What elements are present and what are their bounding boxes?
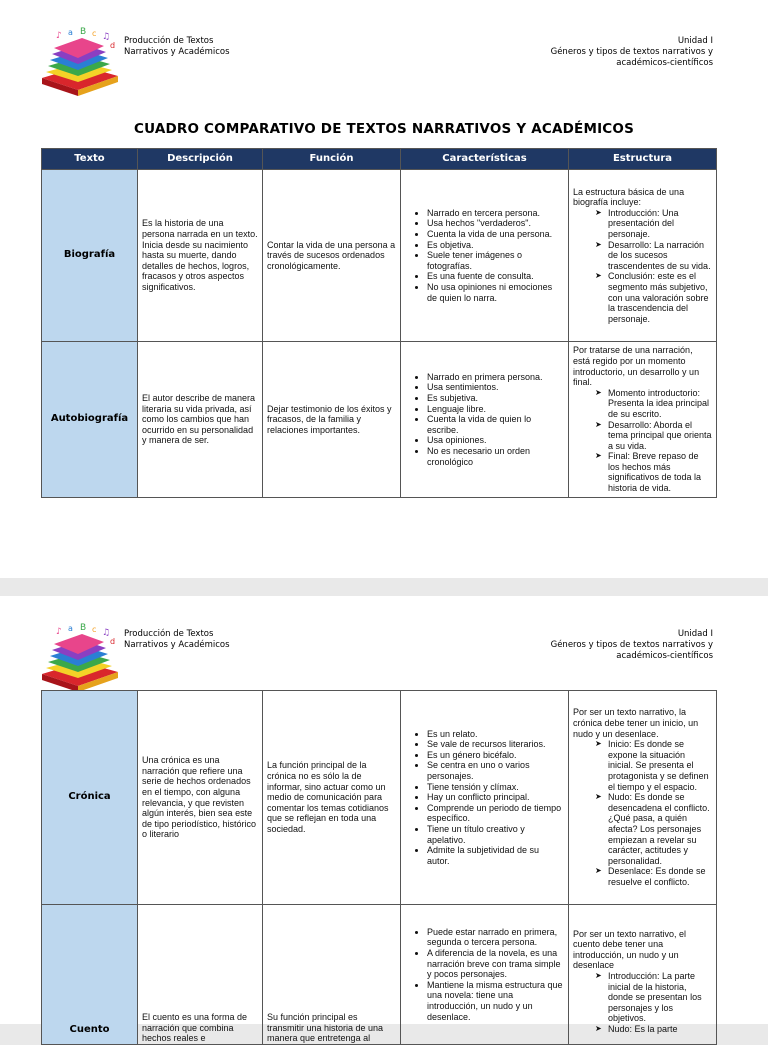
function-cell: La función principal de la crónica no es sólo la de informar, sino actuar como un medio de comunicación para comentar los temas cotidianos que se reflejan en toda una sociedad. [263, 691, 401, 905]
svg-text:♫: ♫ [102, 628, 111, 638]
characteristic-item: • Es una fuente de consulta. [427, 271, 564, 282]
topic-line-2: académicos-científicos [616, 651, 713, 661]
structure-item: ➤ Introducción: La parte inicial de la historia, donde se presentan los personajes y los objetivos. [608, 971, 712, 1024]
unit-label: Unidad I [677, 36, 713, 46]
characteristic-item: • Es un relato. [427, 729, 564, 740]
topic-line-1: Géneros y tipos de textos narrativos y [550, 47, 713, 57]
function-cell: Su función principal es transmitir una historia de una manera que entretenga al [263, 905, 401, 1045]
column-header-estructura: Estructura [569, 149, 717, 170]
course-line-2: Narrativos y Académicos [124, 640, 230, 650]
characteristics-cell [401, 170, 569, 342]
column-header-texto: Texto [42, 149, 138, 170]
structure-item: ➤ Desenlace: Es donde se resuelve el conflicto. [608, 866, 712, 887]
description-cell: Es la historia de una persona narrada en un texto. Inicia desde su nacimiento hasta su muerte, dando detalles de hechos, logros, fracasos y otros aspectos significativos. [138, 170, 263, 342]
structure-item: ➤ Momento introductorio: Presenta la idea principal de su escrito. [608, 388, 712, 420]
characteristic-item: • Tiene tensión y clímax. [427, 782, 564, 793]
column-header-funcion: Función [263, 149, 401, 170]
characteristic-item: • Narrado en tercera persona. [427, 208, 564, 219]
characteristics-cell [401, 342, 569, 498]
characteristic-item: • Suele tener imágenes o fotografías. [427, 250, 564, 271]
topic-line-2: académicos-científicos [616, 58, 713, 68]
row-label-biografia: Biografía [42, 170, 138, 342]
table-row [42, 905, 717, 1045]
course-line-1: Producción de Textos [124, 629, 214, 639]
document-title: CUADRO COMPARATIVO DE TEXTOS NARRATIVOS Y ACADÉMICOS [133, 121, 635, 137]
svg-text:d: d [110, 41, 116, 50]
svg-text:♫: ♫ [102, 32, 111, 42]
characteristic-item: • No es necesario un orden cronológico [427, 446, 564, 467]
structure-item: ➤ Inicio: Es donde se expone la situación inicial. Se presenta el protagonista y se definen el tiempo y el espacio. [608, 739, 712, 792]
comparison-table-part-1 [41, 148, 717, 498]
table-row [42, 691, 717, 905]
description-cell: El autor describe de manera literaria su vida privada, así como los cambios que han ocurrido en su personalidad y manera de ser. [138, 342, 263, 498]
svg-text:♪: ♪ [56, 31, 62, 41]
structure-intro: Por ser un texto narrativo, el cuento debe tener una introducción, un nudo y un desenlace [573, 928, 687, 971]
structure-item: ➤ Desarrollo: La narración de los sucesos trascendentes de su vida. [608, 240, 712, 272]
svg-text:B: B [80, 27, 87, 37]
characteristic-item: • Se centra en uno o varios personajes. [427, 760, 564, 781]
structure-intro: Por ser un texto narrativo, la crónica debe tener un inicio, un nudo y un desenlace. [573, 707, 699, 739]
unit-header [513, 36, 713, 69]
row-label-cronica: Crónica [42, 691, 138, 905]
course-line-1: Producción de Textos [124, 36, 214, 46]
course-header [124, 629, 230, 651]
structure-item: ➤ Nudo: Es donde se desencadena el conflicto. ¿Qué pasa, a quién afecta? Los personajes empiezan a revelar su carácter, actitudes y personalidad. [608, 792, 712, 866]
structure-intro: La estructura básica de una biografía incluye: [573, 186, 685, 208]
characteristic-item: • Narrado en primera persona. [427, 372, 564, 383]
characteristics-cell [401, 905, 569, 1045]
characteristic-item: • Es subjetiva. [427, 393, 564, 404]
svg-text:B: B [80, 623, 87, 633]
description-cell: Una crónica es una narración que refiere una serie de hechos ordenados en el tiempo, con alguna relevancia, y que revisten algún interés, bien sea este de tipo periodístico, histórico o literario [138, 691, 263, 905]
table-row [42, 342, 717, 498]
description-cell: El cuento es una forma de narración que combina hechos reales e [138, 905, 263, 1045]
characteristic-item: • Lenguaje libre. [427, 404, 564, 415]
structure-cell [569, 170, 717, 342]
svg-text:c: c [92, 625, 97, 634]
column-header-caracteristicas: Características [401, 149, 569, 170]
characteristic-item: • Cuenta la vida de quien lo escribe. [427, 414, 564, 435]
characteristic-item: • Cuenta la vida de una persona. [427, 229, 564, 240]
svg-text:c: c [92, 29, 97, 38]
course-header [124, 36, 230, 58]
function-cell: Dejar testimonio de los éxitos y fracasos, de la familia y relaciones importantes. [263, 342, 401, 498]
characteristic-item: • Usa opiniones. [427, 435, 564, 446]
comparison-table-part-2 [41, 690, 717, 1045]
characteristic-item: • A diferencia de la novela, es una narración breve con trama simple y pocos personajes. [427, 948, 564, 980]
characteristic-item: • Hay un conflicto principal. [427, 792, 564, 803]
row-label-autobiografia: Autobiografía [42, 342, 138, 498]
characteristic-item: • Puede estar narrado en primera, segunda o tercera persona. [427, 927, 564, 948]
characteristic-item: • Mantiene la misma estructura que una novela: tiene una introducción, un nudo y un desenlace. [427, 980, 564, 1022]
topic-line-1: Géneros y tipos de textos narrativos y [550, 640, 713, 650]
structure-cell [569, 342, 717, 498]
characteristic-item: • Es objetiva. [427, 240, 564, 251]
structure-cell [569, 691, 717, 905]
characteristic-item: • Usa hechos "verdaderos". [427, 218, 564, 229]
structure-intro: Por tratarse de una narración, está regido por un momento introductorio, un desarrollo y un final. [573, 345, 700, 388]
books-logo-icon [34, 622, 122, 694]
unit-label: Unidad I [677, 629, 713, 639]
structure-item: ➤ Desarrollo: Aborda el tema principal que orienta a su vida. [608, 420, 712, 452]
characteristic-item: • No usa opiniones ni emociones de quien lo narra. [427, 282, 564, 303]
books-logo-icon [34, 26, 122, 98]
table-header-row [42, 149, 717, 170]
row-label-cuento: Cuento [42, 905, 138, 1045]
characteristic-item: • Admite la subjetividad de su autor. [427, 845, 564, 866]
table-row [42, 170, 717, 342]
characteristic-item: • Se vale de recursos literarios. [427, 739, 564, 750]
structure-item: ➤ Final: Breve repaso de los hechos más significativos de toda la historia de vida. [608, 451, 712, 493]
function-cell: Contar la vida de una persona a través de sucesos ordenados cronológicamente. [263, 170, 401, 342]
characteristic-item: • Usa sentimientos. [427, 382, 564, 393]
svg-text:a: a [68, 624, 73, 633]
characteristic-item: • Es un género bicéfalo. [427, 750, 564, 761]
characteristic-item: • Tiene un título creativo y apelativo. [427, 824, 564, 845]
column-header-descripcion: Descripción [138, 149, 263, 170]
svg-text:♪: ♪ [56, 627, 62, 637]
page-2 [0, 596, 768, 1044]
characteristics-cell [401, 691, 569, 905]
unit-header [513, 629, 713, 662]
structure-item: ➤ Conclusión: este es el segmento más subjetivo, con una valoración sobre la trascendencia del personaje. [608, 271, 712, 324]
svg-text:a: a [68, 28, 73, 37]
structure-item: ➤ Nudo: Es la parte [608, 1024, 712, 1035]
structure-cell [569, 905, 717, 1045]
svg-text:d: d [110, 637, 116, 646]
course-line-2: Narrativos y Académicos [124, 47, 230, 57]
structure-item: ➤ Introducción: Una presentación del personaje. [608, 208, 712, 240]
characteristic-item: • Comprende un periodo de tiempo específico. [427, 803, 564, 824]
